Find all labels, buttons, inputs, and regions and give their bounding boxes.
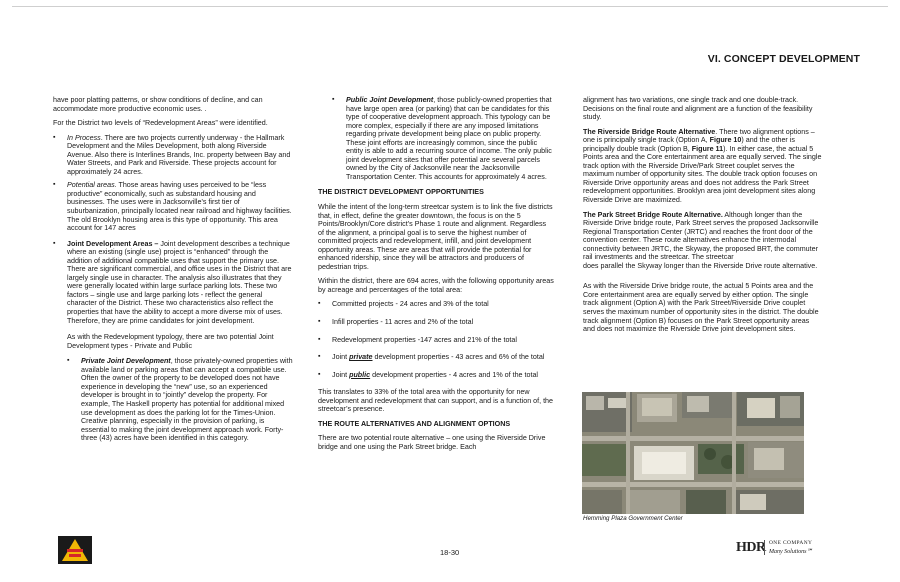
paragraph: does parallel the Skyway longer than the Riverside Drive route alternative. xyxy=(583,261,818,270)
list-item: ▪ Committed projects - 24 acres and 3% of the total xyxy=(318,300,554,309)
column-left xyxy=(53,96,293,450)
text: ). In either case, the actual 5 Points area and the Core entertainment area are equally served. The single track option with the Riverside Drive/Park Street couplet serves the maximum number of opportunity sites. The double track option focuses on Riverside Drive opportunity areas and does not address the Park Street redevelopment opportunities. Brooklyn area joint development sites along Riverside Drive are maximized. xyxy=(583,144,822,205)
aerial-photo-image xyxy=(582,392,804,514)
emphasis: private xyxy=(349,353,373,362)
hdr-tagline-bottom: Many Solutions℠ xyxy=(769,549,813,555)
term: Private Joint Development xyxy=(81,357,171,366)
private-list xyxy=(53,357,293,442)
term: The Park Street Bridge Route Alternative. xyxy=(583,210,723,219)
list-text: Joint xyxy=(332,353,350,362)
paragraph: have poor platting patterns, or show conditions of decline, and can accommodate more productive economic uses. . xyxy=(53,96,263,113)
paragraph: As with the Riverside Drive bridge route, the actual 5 Points area and the Core entertainment area are equally served by either option. The single track alignment (Option A) with the Park Street/Riverside Drive couplet serves the maximum number of opportunity sites in the district. The double track alignment (Option B) focuses on the Park Street opportunity areas and does not maximize the Riverside Drive joint development sites. xyxy=(583,282,819,334)
list-item: ▪ Redevelopment properties -147 acres and 21% of the total xyxy=(318,336,554,345)
list-text: development properties - 43 acres and 6% of the total xyxy=(372,353,545,362)
paragraph: As with the Redevelopment typology, there are two potential Joint Development types - Private and Public xyxy=(67,333,274,350)
list-text: development properties - 4 acres and 1% of the total xyxy=(370,370,539,379)
text: ) and the other is principally double track (Option B, xyxy=(583,136,795,153)
list-text: . Those areas having uses perceived to be “less productive” economically, such as substandard housing and businesses. The uses were in Jacksonville’s first tier of suburbanization, principally located near railroad and highway facilities. The old Brooklyn housing area is this type of opportunity. This area account for 147 acres xyxy=(67,181,292,233)
opportunity-list xyxy=(318,300,554,379)
paragraph: While the intent of the long-term streetcar system is to link the five districts that, in effect, define the greater downtown, the focus is on the 5 Points/Brooklyn/Core district’s Phase 1 route and alignment. Regardless of the alignment, a principal goal is to serve the highest number of committed projects and redevelopment, infill, and joint development opportunity areas. These are areas that will provide the potential for enhanced ridership, since they will be attractors and producers of pedestrian trips. xyxy=(318,203,553,271)
list-item xyxy=(53,134,293,177)
section-heading: THE DISTRICT DEVELOPMENT OPPORTUNITIES xyxy=(318,188,484,197)
photo-caption: Hemming Plaza Government Center xyxy=(583,515,683,522)
figure-ref: Figure 11 xyxy=(691,144,724,153)
paragraph xyxy=(583,128,823,205)
list-item xyxy=(318,371,554,380)
list-item: ▪ Infill properties - 11 acres and 2% of the total xyxy=(318,318,554,327)
paragraph: alignment has two variations, one single track and one double-track. Decisions on the final route and alignment are a function of the feasibility study. xyxy=(583,96,813,122)
jta-logo xyxy=(58,536,92,564)
section-title: VI. CONCEPT DEVELOPMENT xyxy=(707,53,860,65)
logo-divider xyxy=(764,540,765,555)
list-text: Joint development describes a technique where an existing (single use) project is “enhanced” through the addition of additional compatible uses that support the primary use. There are significant commercial, and office uses in the District that are largely single use in character. The analysis also illustrates that they were generally located within large surface parking lots. These two factors – single use and large parking lots - reflect the general character of the District. These two characteristics also reflect the properties that have the ability to accept a more diverse mix of uses. Therefore, they are prime candidates for joint development. xyxy=(67,239,292,325)
top-rule xyxy=(12,6,888,7)
paragraph: This translates to 33% of the total area with the opportunity for new development and redevelopment that can support, and is a function of, the streetcar’s presence. xyxy=(318,388,554,414)
list-text: . There are two projects currently underway - the Hallmark Development and the Miles Development, both along Riverside Avenue. Also there is Interlines Brands, Inc. property between Bay and Water Streets, and Park and Riverside. These projects account for approximately 24 acres. xyxy=(67,133,291,176)
text: . There two alignment options – one is principally single track (Option A, xyxy=(583,127,815,145)
term: Joint Development Areas – xyxy=(67,239,159,248)
paragraph: There are two potential route alternative – one using the Riverside Drive bridge and one using the Park Street bridge. Each xyxy=(318,434,546,451)
list-text: , those publicly-owned properties that have large open area (or parking) that can be candidates for this type of cooperative development approach. This typology can be more complex, especially if there are any imposed limitations regarding private development being place on public property. These joint efforts are increasingly common, since the public entity is able to add a recurring source of income. The only public joint development sites that offer potential are several parcels owned by the City of Jacksonville near the Jacksonville Transportation Center. This accounts for approximately 4 acres. xyxy=(346,96,552,181)
jta-logo-icon xyxy=(58,536,92,564)
paragraph: Within the district, there are 694 acres, with the following opportunity areas by acreage and percentages of the total area: xyxy=(318,277,554,294)
term: The Riverside Bridge Route Alternative xyxy=(583,127,716,136)
list-item xyxy=(53,240,293,351)
paragraph xyxy=(583,211,823,262)
aerial-photo xyxy=(582,392,804,514)
hdr-tagline-top: ONE COMPANY xyxy=(769,540,813,546)
column-right xyxy=(583,96,823,340)
section-heading: THE ROUTE ALTERNATIVES AND ALIGNMENT OPTIONS xyxy=(318,419,511,428)
joint-list xyxy=(53,240,293,351)
public-list xyxy=(318,96,554,181)
term: In Process xyxy=(67,133,101,142)
term: Potential areas xyxy=(67,181,115,190)
text: Although longer than the Riverside Drive bridge route, Park Street serves the proposed Jacksonville Regional Transportation Center (JRTC) and reaches the front door of the convention center. These route alternatives enhance the intermodal connectivity between JRTC, the Skyway, the proposed BRT, the commuter rail investments and the streetcar. The streetcar xyxy=(583,210,819,262)
paragraph: For the District two levels of “Redevelopment Areas” were identified. xyxy=(53,119,268,128)
list-item xyxy=(332,96,554,181)
page-number: 18-30 xyxy=(440,548,460,557)
list-item xyxy=(53,181,293,232)
list-text: Joint xyxy=(332,370,350,379)
list-item xyxy=(318,353,554,362)
redevelopment-list xyxy=(53,134,293,233)
list-text: , those privately-owned properties with available land or parking areas that can accept a compatible use. Often the owner of the property to be developed does not have experience in developing the “new” use, so an experienced developer is brought in to “jointly” develop the property. For example, The Haskell property has potential for additional mixed use development as does the parking lot for the Times-Union. Creative planning, especially in the provision of parking, is essential to making the joint development approach work. Forty-three (43) acres have been identified in this category. xyxy=(81,357,293,443)
list-item xyxy=(67,357,293,442)
hdr-logo: HDR xyxy=(736,540,766,555)
figure-ref: Figure 10 xyxy=(709,136,742,145)
emphasis: public xyxy=(349,370,371,379)
term: Public Joint Development xyxy=(346,96,434,104)
column-middle xyxy=(318,96,554,458)
